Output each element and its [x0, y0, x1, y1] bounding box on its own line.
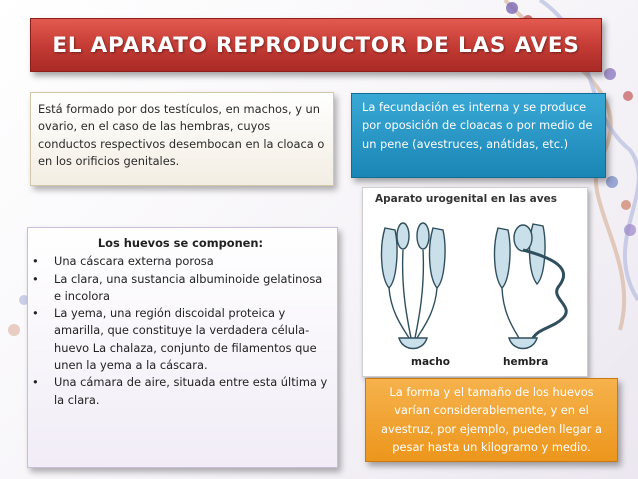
eggs-item-text: La clara, una sustancia albuminoide gelatinosa e incolora — [54, 271, 323, 303]
figure-label-male: macho — [411, 356, 450, 368]
egg-size-text: La forma y el tamaño de los huevos varían considerablemente, y en el avestruz, por ejemplo, pueden llegar a pesar hasta un kilogramo y medio. — [380, 385, 602, 455]
bullet-icon: • — [32, 375, 39, 390]
male-testis-right — [417, 223, 429, 249]
dna-bead — [606, 176, 618, 188]
eggs-list-item — [32, 271, 329, 306]
male-kidney-right — [430, 228, 445, 288]
eggs-list-item — [32, 374, 329, 409]
intro-text: Está formado por dos testículos, en machos, y un ovario, en el caso de las hembras, cuyos conductos respectivos desembocan en la cloaca o en los orificios genitales. — [38, 102, 325, 169]
bullet-icon: • — [32, 306, 39, 321]
male-testis-left — [397, 223, 409, 249]
eggs-textbox — [27, 227, 338, 468]
bullet-icon: • — [32, 271, 39, 286]
eggs-item-text: La yema, una región discoidal proteica y amarilla, que constituye la verdadera célula-huevo La chalaza, conjunto de filamentos que unen la yema a la cáscara. — [54, 306, 317, 373]
eggs-list — [32, 253, 329, 409]
slide-title: EL APARATO REPRODUCTOR DE LAS AVES — [52, 32, 580, 58]
female-ureter — [502, 288, 519, 338]
dna-bead — [506, 2, 518, 14]
fertilization-text: La fecundación es interna y se produce por oposición de cloacas o por medio de un pene (avestruces, anátidas, etc.) — [362, 100, 593, 151]
urogenital-diagram — [363, 188, 589, 378]
female-ovary — [514, 225, 532, 251]
male-cloaca — [399, 338, 427, 349]
eggs-item-text: Una cáscara externa porosa — [54, 254, 214, 269]
dna-bead — [621, 200, 631, 210]
male-kidney-left — [382, 228, 397, 288]
dna-bead — [604, 68, 616, 80]
bullet-icon: • — [32, 254, 39, 269]
eggs-heading: Los huevos se componen: — [97, 236, 264, 250]
male-duct-right — [415, 250, 423, 338]
eggs-item-text: Una cámara de aire, situada entre esta última y la clara. — [54, 375, 328, 407]
figure-title: Aparato urogenital en las aves — [375, 193, 557, 205]
female-kidney-left — [495, 228, 510, 288]
egg-size-textbox — [365, 378, 618, 462]
intro-textbox — [30, 92, 334, 186]
dna-bead — [8, 324, 20, 336]
eggs-list-item — [32, 253, 329, 270]
dna-bead — [623, 91, 633, 101]
male-duct-left — [403, 250, 411, 338]
urogenital-figure — [362, 187, 588, 377]
title-banner — [30, 18, 602, 72]
figure-label-female: hembra — [503, 356, 549, 368]
fertilization-textbox — [351, 93, 606, 178]
dna-bead — [624, 224, 636, 236]
eggs-list-item — [32, 305, 329, 374]
female-cloaca — [509, 338, 537, 349]
